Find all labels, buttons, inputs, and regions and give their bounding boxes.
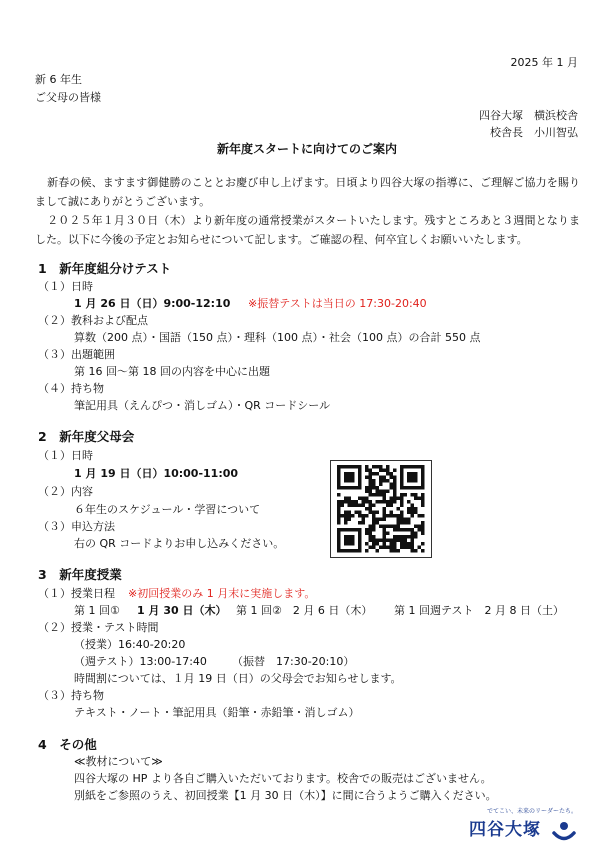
section-2-item-3-label: （３）申込方法: [38, 520, 115, 533]
section-2-item-3-value: 右の QR コードよりお申し込みください。: [74, 537, 285, 550]
materials-line-1: 四谷大塚の HP より各自ご購入いただいております。校舎での販売はございません。: [74, 772, 492, 785]
section-2-item-1-label: （１）日時: [38, 449, 93, 462]
timetable-note: 時間割については、１月 19 日（日）の父母会でお知らせします。: [74, 672, 402, 685]
school-name: 四谷大塚 横浜校舎: [479, 109, 578, 122]
yotsuya-otsuka-logo-icon: [551, 818, 577, 844]
section-2-heading: 2 新年度父母会: [38, 429, 135, 444]
logo-tagline: でてこい、未来のリーダーたち。: [486, 808, 577, 815]
section-2-item-2-value: ６年生のスケジュール・学習について: [74, 503, 261, 516]
grade-label: 新 6 年生: [35, 73, 82, 86]
schedule-first-b: 第 1 回② 2 月 6 日（木）: [236, 604, 373, 617]
intro-paragraph-1: 新春の候、ますます御健勝のこととお慶び申し上げます。日頃より四谷大塚の指導に、ご理解ご協力を賜りまして誠にありがとうございます。: [35, 176, 580, 208]
section-3-item-1-label: （１）授業日程: [38, 587, 115, 600]
materials-subheading: ≪教材について≫: [74, 755, 163, 768]
schedule-first-a-date: 1 月 30 日（木）: [137, 604, 227, 617]
section-1-item-1-label: （１）日時: [38, 280, 93, 293]
qr-code-icon[interactable]: [330, 460, 432, 558]
section-3-item-3-value: テキスト・ノート・筆記用具（鉛筆・赤鉛筆・消しゴム）: [74, 706, 360, 719]
section-1-heading: 1 新年度組分けテスト: [38, 261, 172, 276]
schedule-first-a: 第 1 回①: [74, 604, 120, 617]
intro-text: [35, 173, 580, 249]
section-1-item-1-note: ※振替テストは当日の 17:30-20:40: [248, 297, 427, 310]
section-1-item-2-label: （２）教科および配点: [38, 314, 148, 327]
section-3-item-1-note: ※初回授業のみ 1 月末に実施します。: [128, 587, 316, 600]
section-3-heading: 3 新年度授業: [38, 567, 122, 582]
qr-code-graphic: [331, 461, 431, 557]
brand-logo: [465, 808, 577, 846]
principal-name: 校舎長 小川智弘: [490, 126, 578, 139]
makeup-time: （振替 17:30-20:10）: [232, 655, 355, 668]
schedule-first-test: 第 1 回週テスト 2 月 8 日（土）: [394, 604, 565, 617]
document-date: 2025 年 1 月: [510, 56, 578, 69]
section-1-item-4-value: 筆記用具（えんぴつ・消しゴム）・QR コードシール: [74, 399, 331, 412]
intro-paragraph-2: ２０２５年１月３０日（木）より新年度の通常授業がスタートいたします。残すところあと３週間となりました。以下に今後の予定とお知らせについて記します。ご確認の程、何卒宜しくお願いいたします。: [35, 214, 580, 246]
section-1-item-1-value: 1 月 26 日（日）9:00-12:10: [74, 297, 231, 310]
section-1-item-3-label: （３）出題範囲: [38, 348, 115, 361]
logo-name: 四谷大塚: [469, 820, 541, 840]
section-2-item-1-value: 1 月 19 日（日）10:00-11:00: [74, 467, 239, 480]
test-time: （週テスト）13:00-17:40: [74, 655, 207, 668]
section-3-item-2-label: （２）授業・テスト時間: [38, 621, 159, 634]
section-1-item-4-label: （４）持ち物: [38, 382, 104, 395]
section-4-heading: 4 その他: [38, 737, 97, 752]
section-3-item-3-label: （３）持ち物: [38, 689, 104, 702]
section-2-item-2-label: （２）内容: [38, 485, 93, 498]
section-1-item-3-value: 第 16 回～第 18 回の内容を中心に出題: [74, 365, 270, 378]
page-title: 新年度スタートに向けてのご案内: [216, 142, 397, 156]
recipient-label: ご父母の皆様: [35, 91, 101, 104]
class-time: （授業）16:40-20:20: [74, 638, 186, 651]
section-1-item-2-value: 算数（200 点）・国語（150 点）・理科（100 点）・社会（100 点）の合計 550 点: [74, 331, 481, 344]
materials-line-2: 別紙をご参照のうえ、初回授業【1 月 30 日（木）】に間に合うようご購入ください。: [74, 789, 497, 802]
